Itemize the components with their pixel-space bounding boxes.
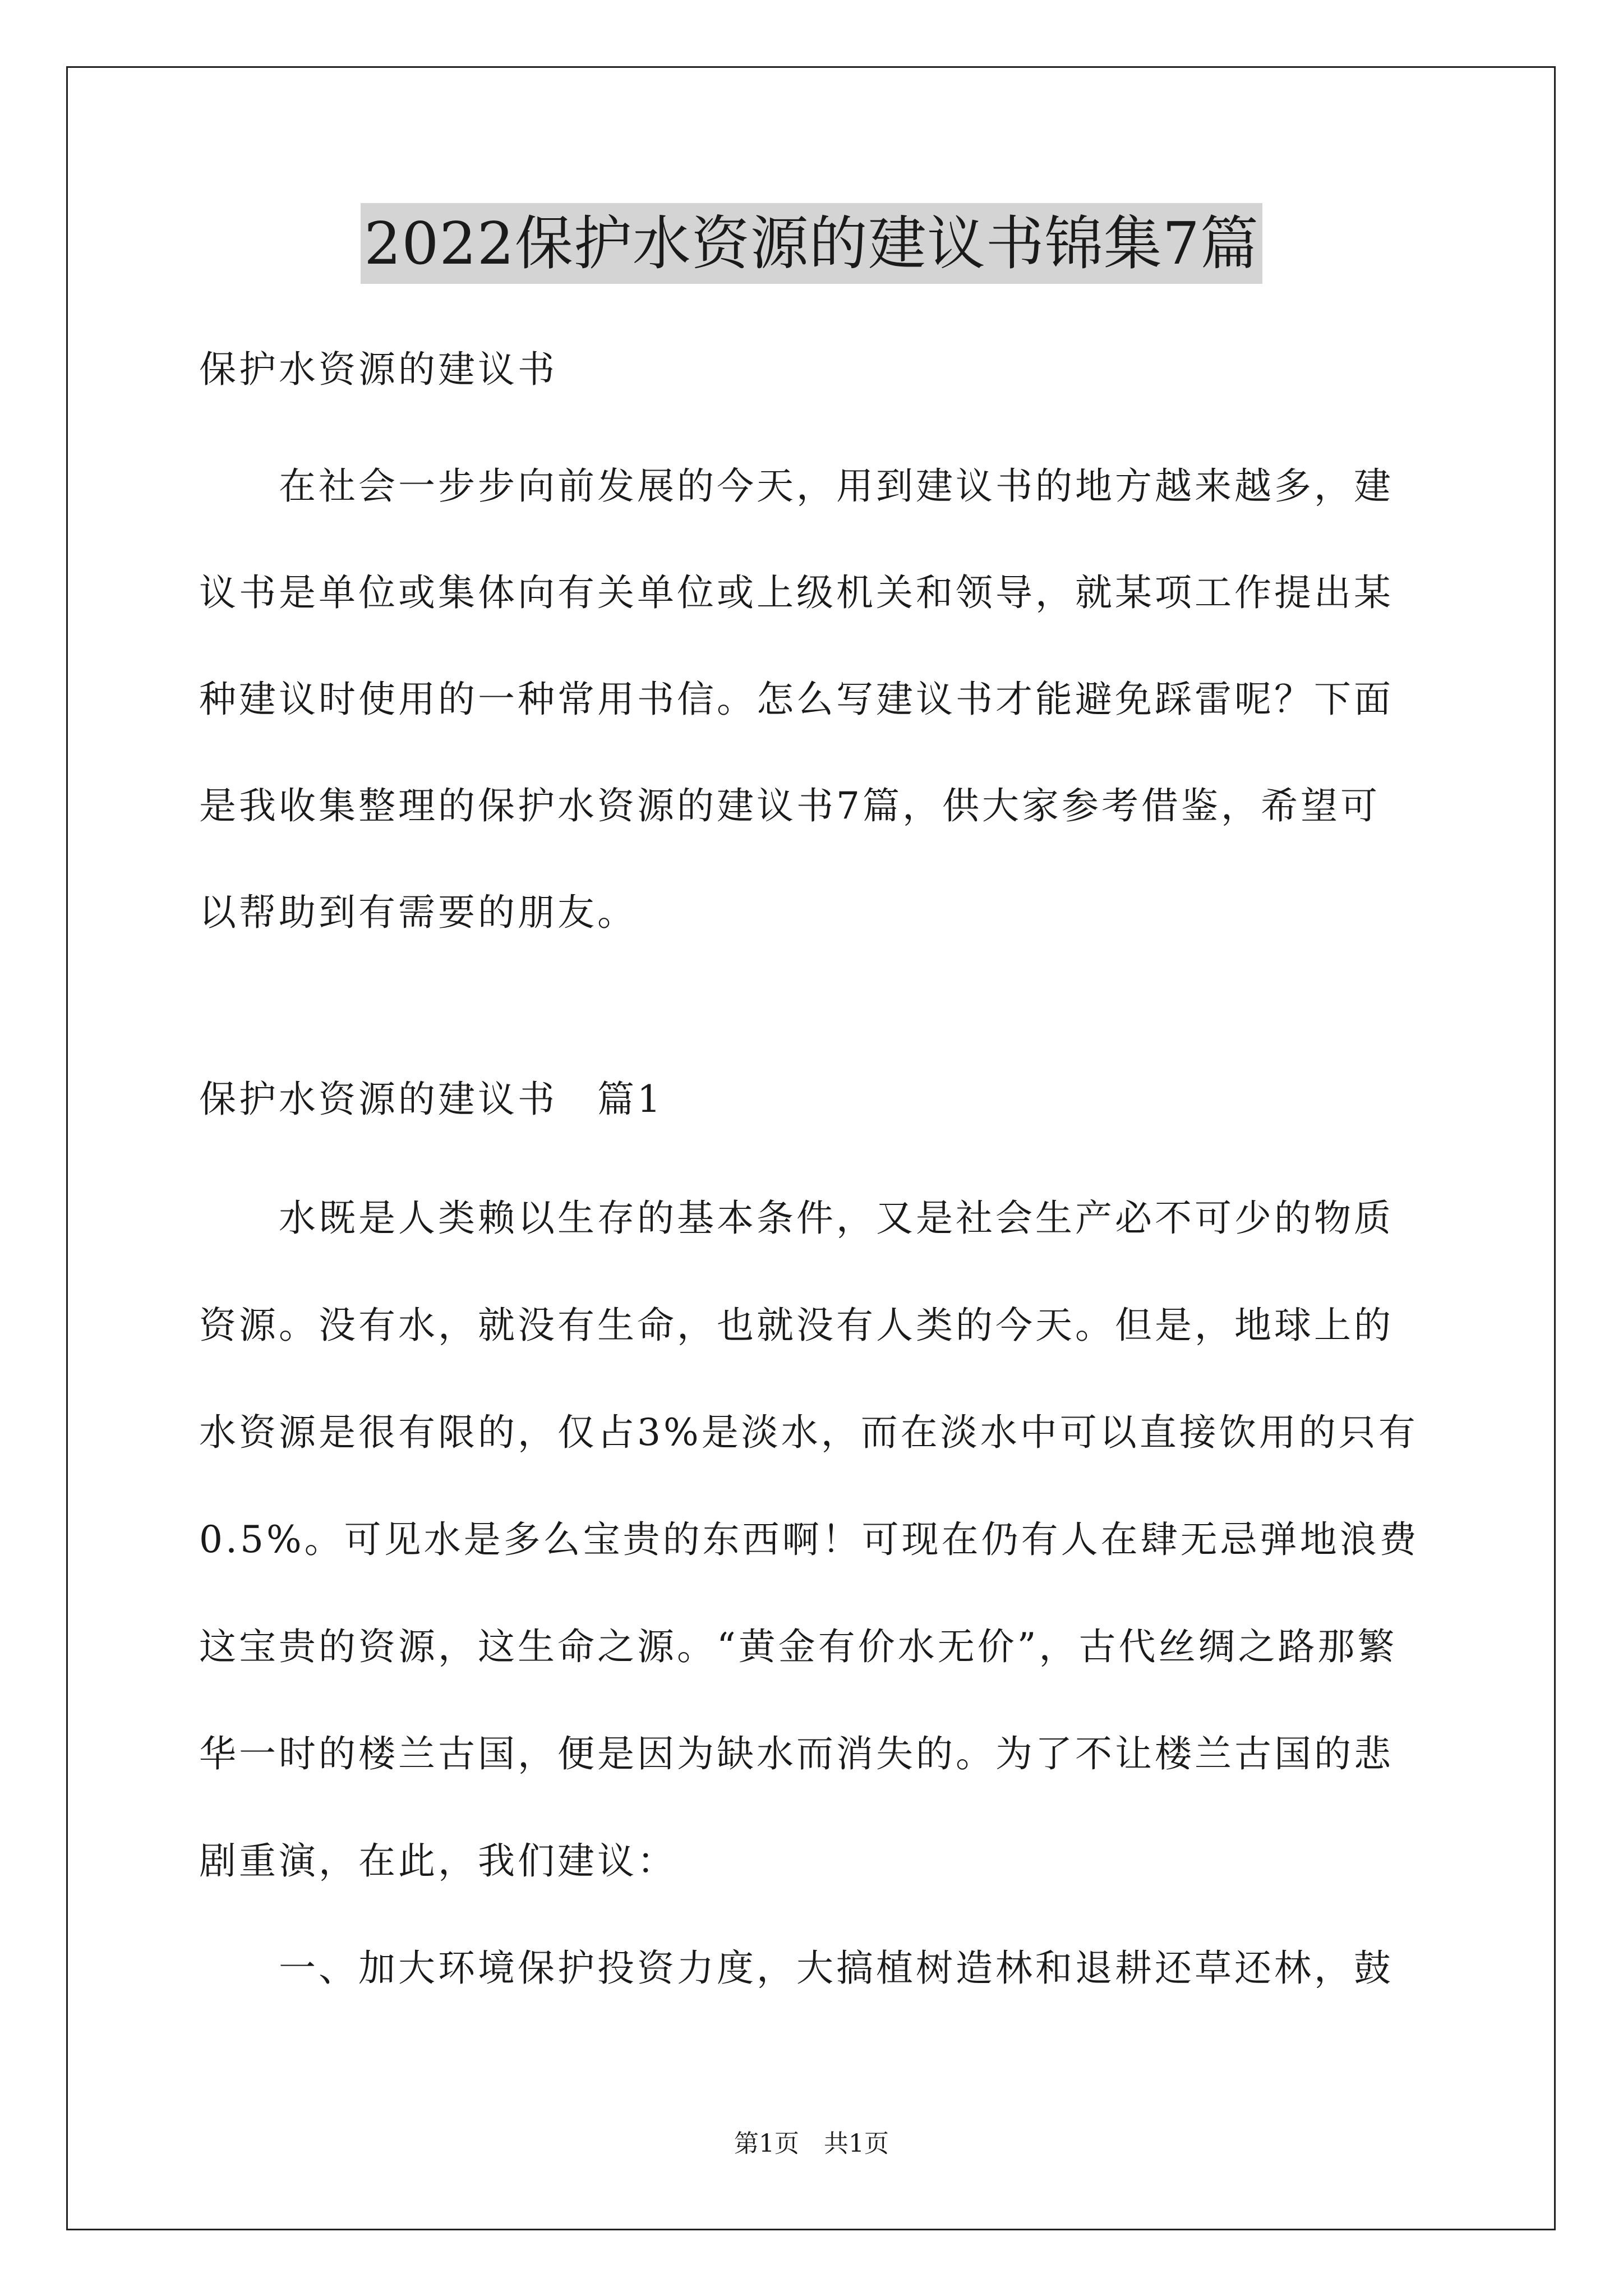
intro-line: 以帮助到有需要的朋友。 — [199, 891, 637, 934]
page-footer — [0, 2127, 1623, 2161]
title-container — [0, 203, 1623, 284]
section-heading-part1: 保护水资源的建议书 篇1 — [199, 1078, 663, 1121]
part1-line: 这宝贵的资源，这生命之源。“黄金有价水无价”，古代丝绸之路那繁 — [199, 1625, 1398, 1668]
part1-line: 水既是人类赖以生存的基本条件，又是社会生产必不可少的物质 — [199, 1197, 1394, 1240]
part1-line: 水资源是很有限的，仅占3%是淡水，而在淡水中可以直接饮用的只有 — [199, 1411, 1418, 1454]
part1-line: 资源。没有水，就没有生命，也就没有人类的今天。但是，地球上的 — [199, 1304, 1394, 1347]
part1-line: 一、加大环境保护投资力度，大搞植树造林和退耕还草还林，鼓 — [199, 1947, 1394, 1990]
part1-line: 华一时的楼兰古国，便是因为缺水而消失的。为了不让楼兰古国的悲 — [199, 1732, 1394, 1775]
intro-line: 是我收集整理的保护水资源的建议书7篇，供大家参考借鉴，希望可 — [199, 784, 1380, 827]
intro-line: 议书是单位或集体向有关单位或上级机关和领导，就某项工作提出某 — [199, 571, 1394, 614]
page-number-label: 第1页 共1页 — [734, 2129, 889, 2158]
section-heading-intro: 保护水资源的建议书 — [199, 348, 557, 391]
part1-line: 剧重演，在此，我们建议： — [199, 1839, 677, 1883]
intro-line: 种建议时使用的一种常用书信。怎么写建议书才能避免踩雷呢？下面 — [199, 678, 1394, 721]
document-title: 2022保护水资源的建议书锦集7篇 — [361, 203, 1262, 284]
part1-line: 0.5%。可见水是多么宝贵的东西啊！可现在仍有人在肆无忌弹地浪费 — [199, 1518, 1419, 1561]
intro-line: 在社会一步步向前发展的今天，用到建议书的地方越来越多，建 — [199, 464, 1394, 508]
